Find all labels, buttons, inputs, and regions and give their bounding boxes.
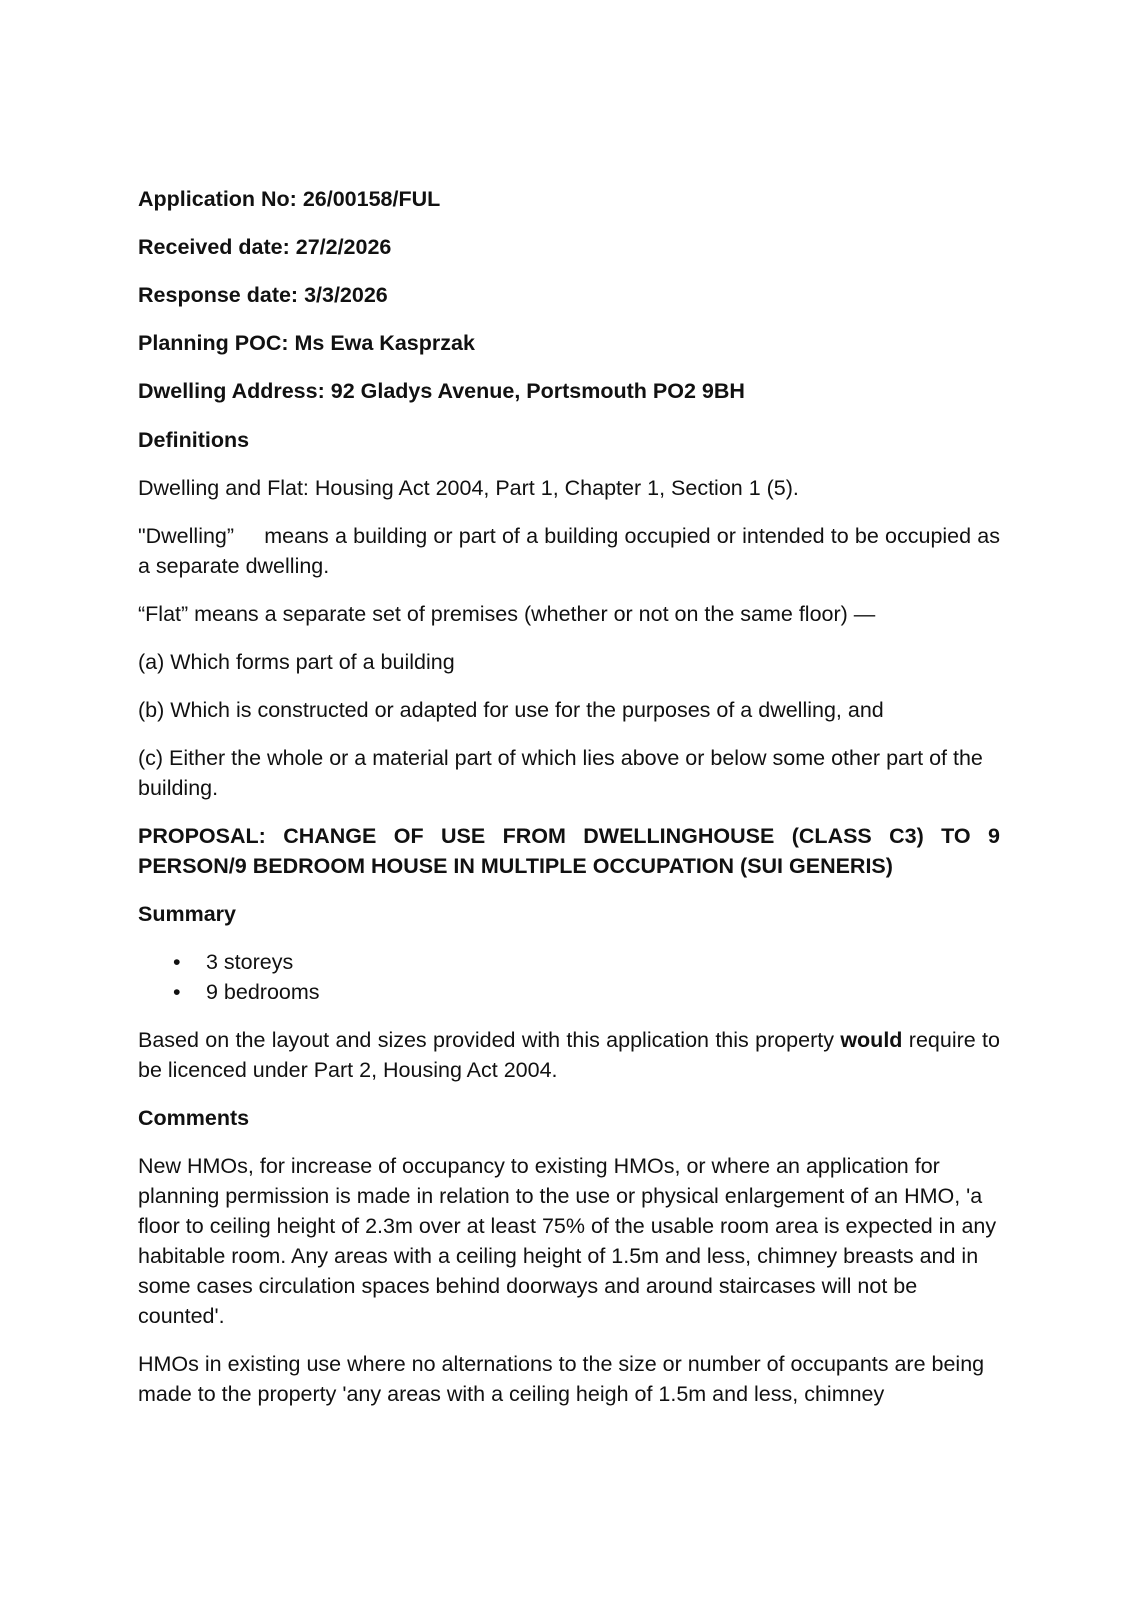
comments-paragraph-1: New HMOs, for increase of occupancy to existing HMOs, or where an application for planning permission is made in relation to the use or physical enlargement of an HMO, 'a floor to ceiling height of 2.3m over at least 75% of the usable room area is expected in any habitable room. Any areas with a ceiling height of 1.5m and less, chimney breasts and in some cases circulation spaces behind doorways and around staircases will not be counted'. xyxy=(138,1154,997,1328)
summary-list xyxy=(138,947,1000,1007)
application-number: Application No: 26/00158/FUL xyxy=(138,187,441,211)
comments-paragraph-2: HMOs in existing use where no alternations to the size or number of occupants are being made to the property 'any areas with a ceiling heigh of 1.5m and less, chimney xyxy=(138,1352,985,1406)
summary-heading: Summary xyxy=(138,902,236,926)
summary-item-storeys: 3 storeys xyxy=(206,950,294,974)
definitions-source: Dwelling and Flat: Housing Act 2004, Part 1, Chapter 1, Section 1 (5). xyxy=(138,476,799,500)
flat-item-a: (a) Which forms part of a building xyxy=(138,650,455,674)
bullet-icon: • xyxy=(173,950,181,974)
dwelling-address: Dwelling Address: 92 Gladys Avenue, Portsmouth PO2 9BH xyxy=(138,379,745,403)
licence-text-after: require to be licenced under Part 2, Housing Act 2004. xyxy=(138,1028,1000,1082)
bullet-icon: • xyxy=(173,980,181,1004)
flat-item-b: (b) Which is constructed or adapted for use for the purposes of a dwelling, and xyxy=(138,698,884,722)
definitions-heading: Definitions xyxy=(138,428,250,452)
comments-heading: Comments xyxy=(138,1106,250,1130)
received-date: Received date: 27/2/2026 xyxy=(138,235,392,259)
dwelling-definition-text: means a building or part of a building occupied or intended to be occupied as a separate dwelling. xyxy=(138,524,1000,578)
licence-emphasis: would xyxy=(840,1028,903,1052)
licence-statement xyxy=(138,1025,1000,1085)
licence-text-before: Based on the layout and sizes provided with this application this property xyxy=(138,1028,834,1052)
planning-poc: Planning POC: Ms Ewa Kasprzak xyxy=(138,331,475,355)
flat-definition: “Flat” means a separate set of premises (whether or not on the same floor) — xyxy=(138,602,876,626)
summary-item-bedrooms: 9 bedrooms xyxy=(206,980,320,1004)
list-item xyxy=(138,977,1000,1007)
dwelling-definition xyxy=(138,521,1000,581)
dwelling-term: "Dwelling” xyxy=(138,524,235,548)
response-date: Response date: 3/3/2026 xyxy=(138,283,388,307)
flat-item-c: (c) Either the whole or a material part of which lies above or below some other part of the building. xyxy=(138,746,983,800)
proposal-heading: PROPOSAL: CHANGE OF USE FROM DWELLINGHOUSE (CLASS C3) TO 9 PERSON/9 BEDROOM HOUSE IN MULTIPLE OCCUPATION (SUI GENERIS) xyxy=(138,824,1000,878)
document-page xyxy=(138,184,1000,1427)
list-item xyxy=(138,947,1000,977)
